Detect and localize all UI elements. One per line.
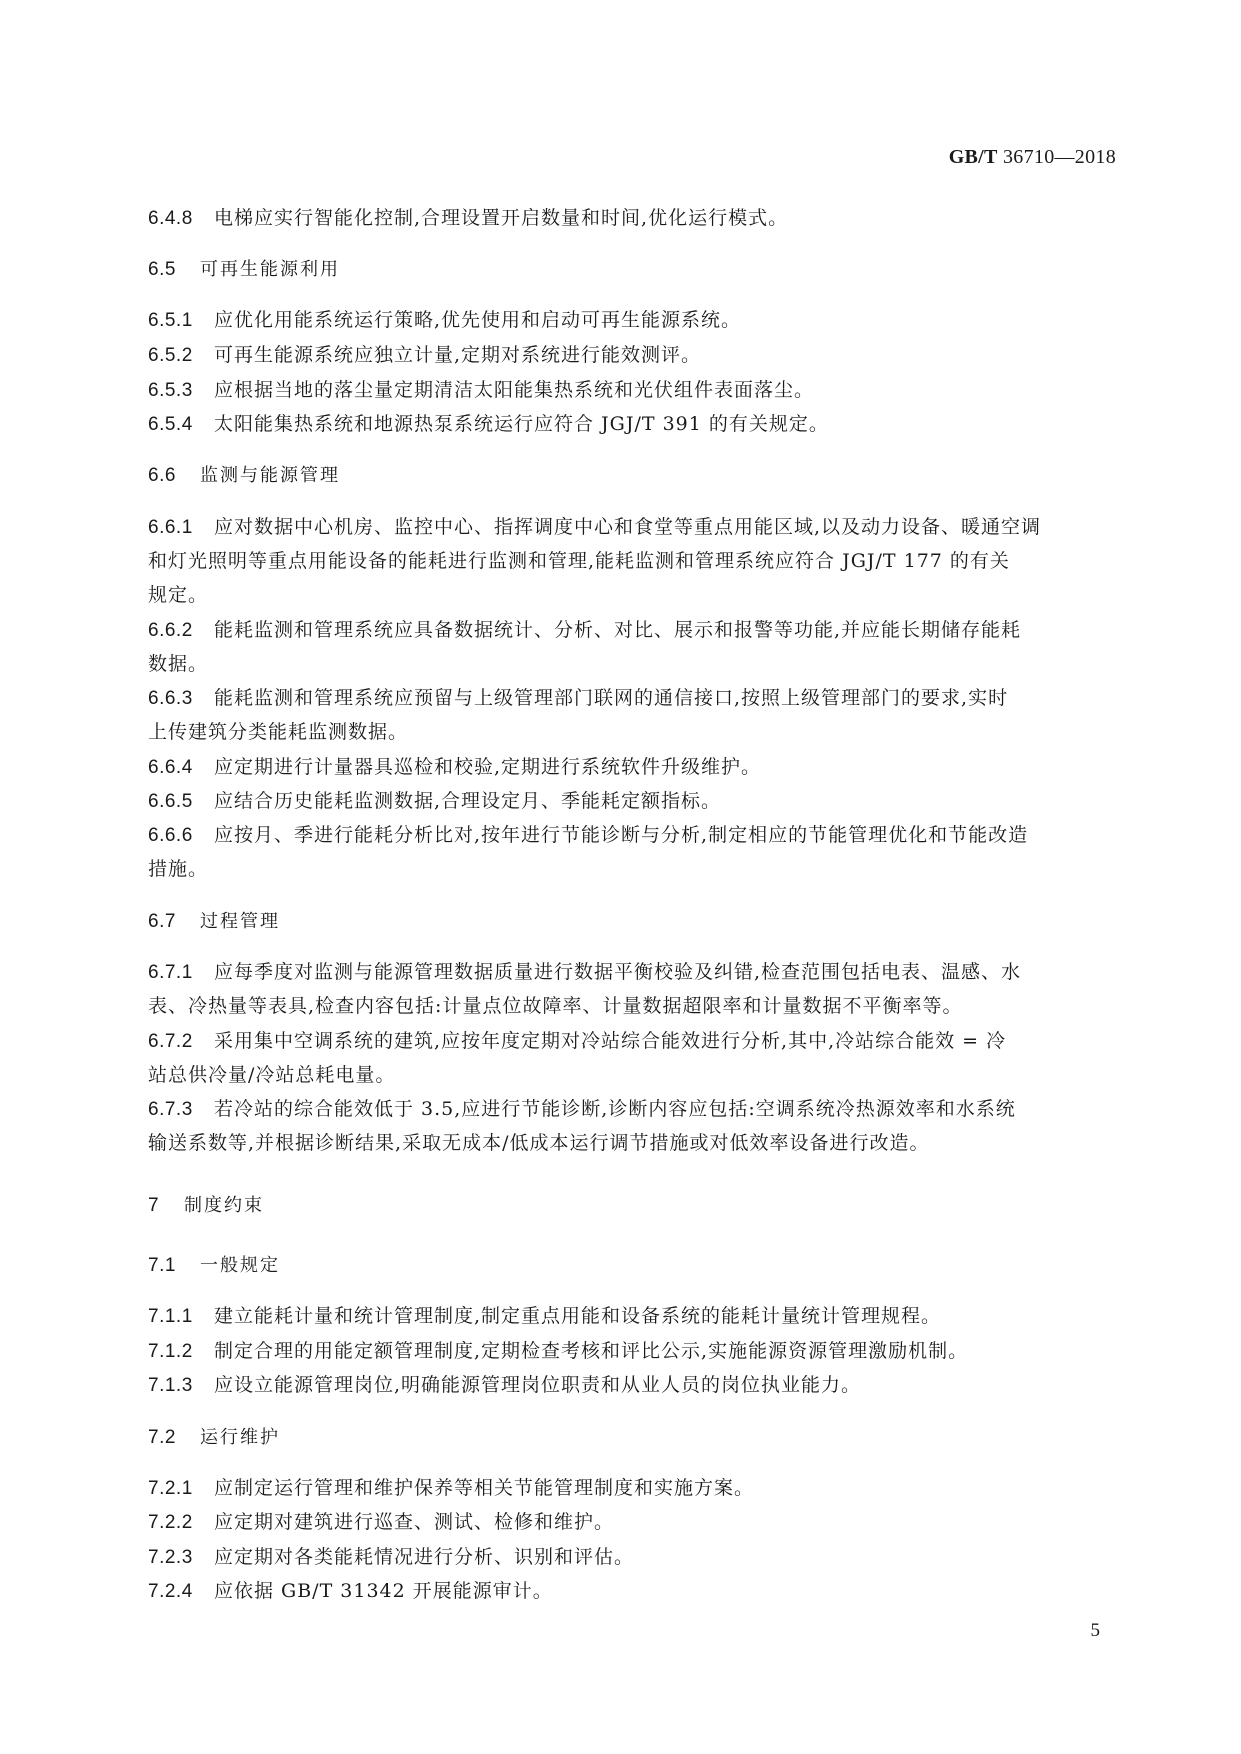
clause-number: 6.5.2	[148, 345, 193, 366]
clause-number: 6.5.4	[148, 414, 193, 435]
clause-text: 应定期对各类能耗情况进行分析、识别和评估。	[214, 1546, 635, 1568]
clause-6-6-4	[148, 754, 761, 780]
chapter-title: 制度约束	[184, 1195, 264, 1216]
clause-text: 电梯应实行智能化控制,合理设置开启数量和时间,优化运行模式。	[214, 207, 789, 229]
clause-7-2-2	[148, 1509, 614, 1535]
clause-6-5-3	[148, 377, 814, 403]
clause-text: 应每季度对监测与能源管理数据质量进行数据平衡校验及纠错,检查范围包括电表、温感、水	[214, 961, 1022, 983]
clause-number: 7.1.1	[148, 1306, 193, 1327]
clause-continuation: 表、冷热量等表具,检查内容包括:计量点位故障率、计量数据超限率和计量数据不平衡率等。	[148, 995, 963, 1017]
section-number: 6.7	[148, 911, 176, 932]
clause-text: 能耗监测和管理系统应具备数据统计、分析、对比、展示和报警等功能,并应能长期储存能耗	[214, 619, 1022, 641]
clause-7-1-1	[148, 1303, 941, 1329]
section-title: 过程管理	[200, 911, 280, 932]
chapter-number: 7	[148, 1195, 160, 1216]
clause-6-7-2	[148, 1028, 1006, 1054]
clause-6-5-2	[148, 342, 701, 368]
clause-continuation: 规定。	[148, 584, 209, 606]
clause-text: 应对数据中心机房、监控中心、指挥调度中心和食堂等重点用能区域,以及动力设备、暖通空调	[214, 516, 1042, 538]
clause-6-6-3	[148, 685, 1008, 711]
clause-text: 制定合理的用能定额管理制度,定期检查考核和评比公示,实施能源资源管理激励机制。	[214, 1340, 969, 1362]
clause-text: 应制定运行管理和维护保养等相关节能管理制度和实施方案。	[214, 1477, 755, 1499]
clause-number: 6.6.2	[148, 620, 193, 641]
clause-text: 应结合历史能耗监测数据,合理设定月、季能耗定额指标。	[214, 790, 722, 812]
section-title: 一般规定	[200, 1255, 280, 1276]
clause-6-7-3	[148, 1096, 1016, 1122]
clause-number: 7.2.1	[148, 1478, 193, 1499]
clause-text: 应设立能源管理岗位,明确能源管理岗位职责和从业人员的岗位执业能力。	[214, 1374, 862, 1396]
clause-number: 6.6.5	[148, 791, 193, 812]
clause-6-7-1	[148, 959, 1021, 985]
clause-6-6-5	[148, 788, 721, 814]
clause-text: 应定期对建筑进行巡查、测试、检修和维护。	[214, 1511, 615, 1533]
clause-text: 建立能耗计量和统计管理制度,制定重点用能和设备系统的能耗计量统计管理规程。	[214, 1305, 942, 1327]
clause-number: 7.2.3	[148, 1547, 193, 1568]
clause-text: 能耗监测和管理系统应预留与上级管理部门联网的通信接口,按照上级管理部门的要求,实时	[214, 687, 1009, 709]
clause-7-1-2	[148, 1338, 968, 1364]
clause-number: 6.6.6	[148, 825, 193, 846]
clause-text: 采用集中空调系统的建筑,应按年度定期对冷站综合能效进行分析,其中,冷站综合能效 = 冷	[214, 1030, 1007, 1052]
section-number: 7.1	[148, 1255, 176, 1276]
section-heading-6-5	[148, 256, 340, 282]
clause-continuation: 站总供冷量/冷站总耗电量。	[148, 1064, 396, 1086]
clause-continuation: 输送系数等,并根据诊断结果,采取无成本/低成本运行调节措施或对低效率设备进行改造。	[148, 1132, 930, 1154]
clause-number: 6.7.1	[148, 962, 193, 983]
clause-continuation: 措施。	[148, 858, 209, 880]
clause-7-2-1	[148, 1475, 754, 1501]
clause-6-5-4	[148, 411, 829, 437]
clause-number: 6.7.3	[148, 1099, 193, 1120]
clause-6-6-2	[148, 617, 1021, 643]
clause-continuation: 和灯光照明等重点用能设备的能耗进行监测和管理,能耗监测和管理系统应符合 JGJ/T 177 的有关	[148, 550, 1010, 572]
clause-number: 7.2.4	[148, 1581, 193, 1602]
clause-number: 6.6.4	[148, 757, 193, 778]
section-number: 6.6	[148, 465, 176, 486]
clause-6-5-1	[148, 307, 741, 333]
document-code-header	[866, 146, 1116, 174]
clause-text: 应定期进行计量器具巡检和校验,定期进行系统软件升级维护。	[214, 756, 762, 778]
section-heading-7-1	[148, 1252, 280, 1278]
clause-6-4-8	[148, 205, 788, 231]
clause-number: 6.6.3	[148, 688, 193, 709]
clause-number: 6.6.1	[148, 517, 193, 538]
clause-7-2-3	[148, 1544, 634, 1570]
clause-text: 太阳能集热系统和地源热泵系统运行应符合 JGJ/T 391 的有关规定。	[214, 413, 829, 435]
clause-7-2-4	[148, 1578, 553, 1604]
clause-number: 6.5.1	[148, 310, 193, 331]
clause-number: 6.4.8	[148, 208, 193, 229]
clause-text: 应依据 GB/T 31342 开展能源审计。	[214, 1580, 553, 1602]
clause-number: 7.1.3	[148, 1375, 193, 1396]
clause-text: 若冷站的综合能效低于 3.5,应进行节能诊断,诊断内容应包括:空调系统冷热源效率和水系统	[214, 1098, 1016, 1120]
clause-number: 7.2.2	[148, 1512, 193, 1533]
section-title: 可再生能源利用	[200, 259, 340, 280]
clause-text: 应根据当地的落尘量定期清洁太阳能集热系统和光伏组件表面落尘。	[214, 379, 815, 401]
clause-text: 应按月、季进行能耗分析比对,按年进行节能诊断与分析,制定相应的节能管理优化和节能改造	[214, 824, 1029, 846]
page-number: 5	[1090, 1620, 1100, 1641]
chapter-heading-7	[148, 1192, 264, 1218]
clause-6-6-1	[148, 514, 1041, 540]
clause-continuation: 上传建筑分类能耗监测数据。	[148, 721, 409, 743]
clause-continuation: 数据。	[148, 653, 209, 675]
clause-7-1-3	[148, 1372, 861, 1398]
section-title: 运行维护	[200, 1427, 280, 1448]
section-number: 6.5	[148, 259, 176, 280]
clause-number: 6.7.2	[148, 1031, 193, 1052]
clause-6-6-6	[148, 822, 1028, 848]
standard-prefix: GB/T	[948, 146, 998, 168]
section-title: 监测与能源管理	[200, 465, 340, 486]
standard-number: 36710—2018	[1003, 146, 1116, 168]
clause-number: 7.1.2	[148, 1341, 193, 1362]
section-number: 7.2	[148, 1427, 176, 1448]
section-heading-6-7	[148, 908, 280, 934]
clause-number: 6.5.3	[148, 380, 193, 401]
clause-text: 应优化用能系统运行策略,优先使用和启动可再生能源系统。	[214, 309, 742, 331]
section-heading-6-6	[148, 462, 340, 488]
section-heading-7-2	[148, 1424, 280, 1450]
clause-text: 可再生能源系统应独立计量,定期对系统进行能效测评。	[214, 344, 702, 366]
